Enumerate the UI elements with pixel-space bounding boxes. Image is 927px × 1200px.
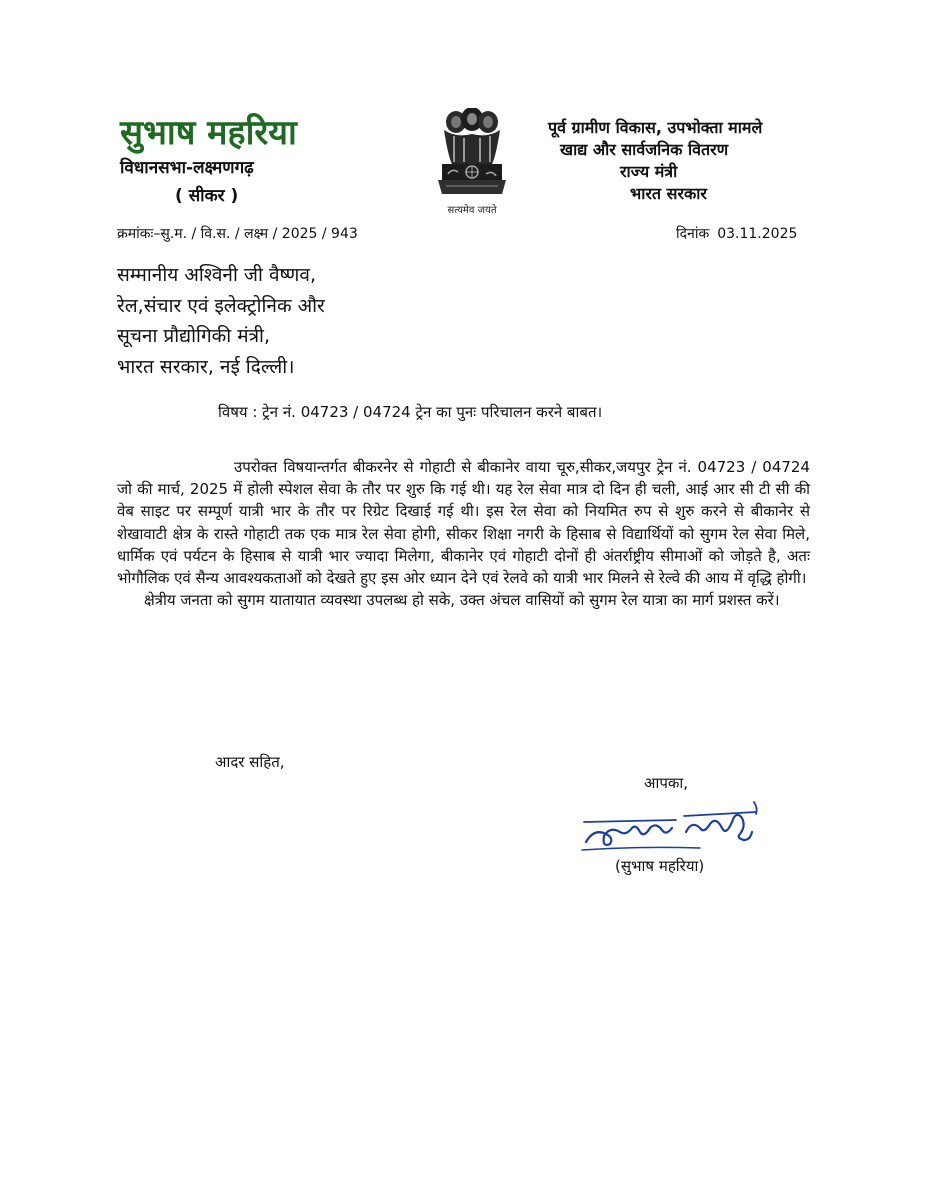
letterhead-designation-block <box>548 117 838 205</box>
sender-district: ( सीकर ) <box>175 186 239 206</box>
handwritten-signature <box>580 798 770 858</box>
designation-line: पूर्व ग्रामीण विकास, उपभोक्ता मामले <box>548 118 763 137</box>
reference-number: क्रमांकः–सु.म. / वि.स. / लक्ष्म / 2025 / 943 <box>117 226 358 242</box>
signer-name: (सुभाष महरिया) <box>615 857 705 875</box>
letter-body <box>117 456 810 611</box>
addressee-block <box>117 260 617 382</box>
date-value: 03.11.2025 <box>717 226 798 242</box>
letter-date <box>676 224 797 243</box>
date-label: दिनांक <box>676 226 710 242</box>
addressee-line: रेल,संचार एवं इलेक्ट्रोनिक और <box>117 294 325 317</box>
body-paragraph: उपरोक्त विषयान्तर्गत बीकरनेर से गोहाटी से बीकानेर वाया चूरु,सीकर,जयपुर ट्रेन नं. 04723 / 04724 जो की मार्च, 2025 में होली स्पेशल सेवा के तौर पर शुरु कि गई थी। यह रेल सेवा मात्र दो दिन ही चली, आई आर सी टी सी की वेब साइट पर सम्पूर्ण यात्री भार के तौर पर रिग्रेट दिखाई गई थी। इस रेल सेवा को नियमित रुप से शुरु करने से बीकानेर से शेखावाटी क्षेत्र के रास्ते गोहाटी तक एक मात्र रेल सेवा होगी, सीकर शिक्षा नगरी के हिसाब से विद्यार्थियों को सुगम रेल सेवा मिले, धार्मिक एवं पर्यटन के हिसाब से यात्री भार ज्यादा मिलेगा, बीकानेर एवं गोहाटी दोनों ही अंतर्राष्ट्रीय सीमाओं को जोड़ते है, अतः भोगौलिक एवं सैन्य आवश्यकताओं को देखते हुए इस ओर ध्यान देने एवं रेलवे को यात्री भार मिलने से रेल्वे की आय में वृद्धि होगी। <box>117 458 810 588</box>
body-paragraph: क्षेत्रीय जनता को सुगम यातायात व्यवस्था उपलब्ध हो सके, उक्त अंचल वासियों को सुगम रेल यात्रा का मार्ग प्रशस्त करें। <box>144 591 780 610</box>
sender-constituency: विधानसभा-लक्ष्मणगढ़ <box>120 158 254 178</box>
sender-name: सुभाष महरिया <box>120 113 297 153</box>
addressee-line: भारत सरकार, नई दिल्ली। <box>117 355 295 378</box>
national-emblem-icon <box>432 108 512 220</box>
designation-line: खाद्य और सार्वजनिक वितरण <box>560 140 729 159</box>
letterhead-sender-block <box>120 112 360 210</box>
designation-line: राज्य मंत्री <box>620 162 678 181</box>
emblem-motto: सत्यमेव जयते <box>447 205 497 216</box>
closing-regards: आदर सहित, <box>215 753 285 771</box>
addressee-line: सूचना प्रौद्योगिकी मंत्री, <box>117 325 271 347</box>
addressee-line: सम्मानीय अश्विनी जी वैष्णव, <box>117 264 316 286</box>
closing-yours: आपका, <box>644 774 689 792</box>
designation-line: भारत सरकार <box>630 184 707 203</box>
subject-line: विषय : ट्रेन नं. 04723 / 04724 ट्रेन का पुनः परिचालन करने बाबत। <box>218 403 603 421</box>
